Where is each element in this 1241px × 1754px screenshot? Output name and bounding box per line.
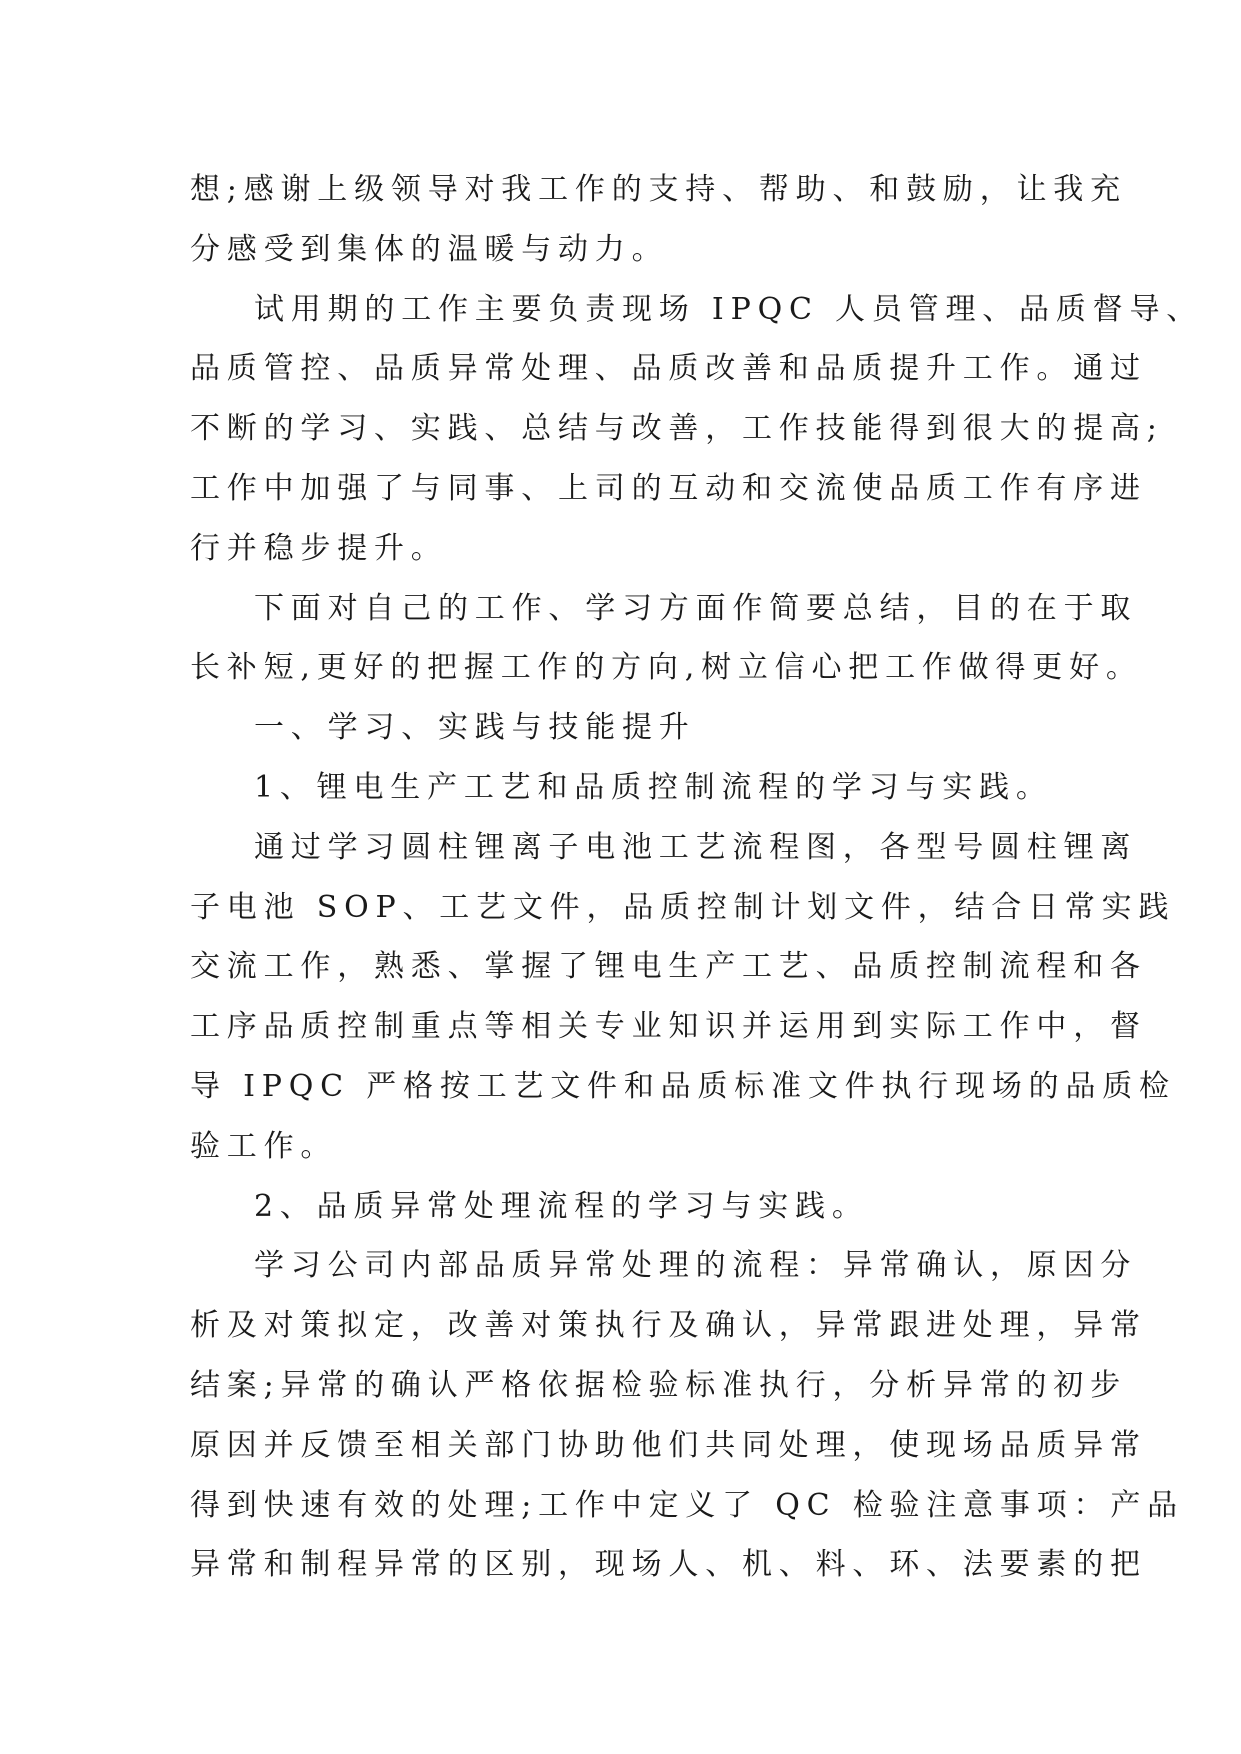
text-line-13: 子电池 SOP、工艺文件，品质控制计划文件，结合日常实践 <box>190 889 1176 925</box>
text-line-4: 品质管控、品质异常处理、品质改善和品质提升工作。通过 <box>190 351 1147 387</box>
text-line-3: 试用期的工作主要负责现场 IPQC 人员管理、品质督导、 <box>254 291 1204 327</box>
text-line-12: 通过学习圆柱锂离子电池工艺流程图，各型号圆柱锂离 <box>254 829 1138 865</box>
text-line-19: 学习公司内部品质异常处理的流程：异常确认，原因分 <box>254 1248 1138 1284</box>
text-line-9: 长补短,更好的把握工作的方向,树立信心把工作做得更好。 <box>190 650 1143 686</box>
text-line-20: 析及对策拟定，改善对策执行及确认，异常跟进处理，异常 <box>190 1308 1147 1344</box>
section-heading-1: 一、学习、实践与技能提升 <box>254 710 696 746</box>
text-line-24: 异常和制程异常的区别，现场人、机、料、环、法要素的把 <box>190 1547 1147 1583</box>
text-line-1: 想;感谢上级领导对我工作的支持、帮助、和鼓励，让我充 <box>190 172 1127 207</box>
text-line-8: 下面对自己的工作、学习方面作简要总结，目的在于取 <box>254 590 1138 626</box>
subheading-2: 2、品质异常处理流程的学习与实践。 <box>254 1188 869 1224</box>
subheading-1: 1、锂电生产工艺和品质控制流程的学习与实践。 <box>254 769 1053 805</box>
text-line-22: 原因并反馈至相关部门协助他们共同处理，使现场品质异常 <box>190 1427 1147 1463</box>
document-body <box>190 160 1204 1595</box>
text-line-5: 不断的学习、实践、总结与改善，工作技能得到很大的提高; <box>190 411 1164 447</box>
text-line-16: 导 IPQC 严格按工艺文件和品质标准文件执行现场的品质检 <box>190 1068 1176 1104</box>
text-line-17: 验工作。 <box>190 1128 338 1164</box>
text-line-7: 行并稳步提升。 <box>190 530 448 566</box>
text-line-23: 得到快速有效的处理;工作中定义了 QC 检验注意事项：产品 <box>190 1487 1184 1523</box>
text-line-14: 交流工作，熟悉、掌握了锂电生产工艺、品质控制流程和各 <box>190 949 1147 985</box>
text-line-21: 结案;异常的确认严格依据检验标准执行，分析异常的初步 <box>190 1367 1127 1403</box>
text-line-2: 分感受到集体的温暖与动力。 <box>190 231 669 267</box>
text-line-6: 工作中加强了与同事、上司的互动和交流使品质工作有序进 <box>190 470 1147 506</box>
text-line-15: 工序品质控制重点等相关专业知识并运用到实际工作中，督 <box>190 1009 1147 1045</box>
